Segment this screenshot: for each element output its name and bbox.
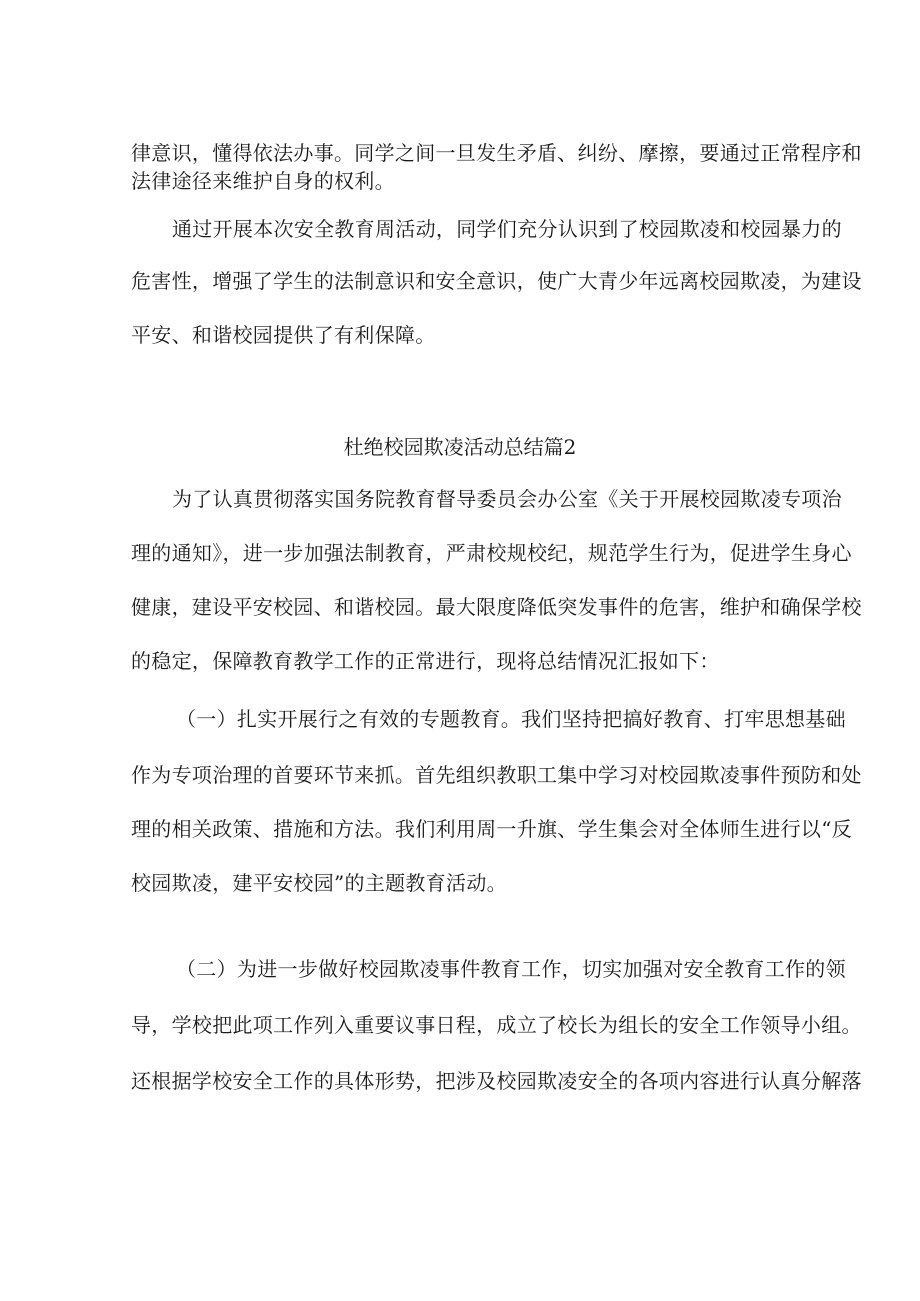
section-paragraph-2-line-3: 理的相关政策、措施和方法。我们利用周一升旗、学生集会对全体师生进行以“反 [131,817,853,841]
section-paragraph-3-line-3: 还根据学校安全工作的具体形势，把涉及校园欺凌安全的各项内容进行认真分解落 [131,1069,862,1093]
section-paragraph-2-line-1: （一）扎实开展行之有效的专题教育。我们坚持把搞好教育、打牢思想基础 [176,707,846,731]
section-paragraph-1-line-3: 健康，建设平安校园、和谐校园。最大限度降低突发事件的危害，维护和确保学校 [131,595,862,619]
section-paragraph-1-line-2: 理的通知》，进一步加强法制教育，严肃校规校纪，规范学生行为，促进学生身心 [131,541,852,565]
section-paragraph-3-line-1: （二）为进一步做好校园欺凌事件教育工作，切实加强对安全教育工作的领 [176,957,846,981]
section-paragraph-2-line-2: 作为专项治理的首要环节来抓。首先组织教职工集中学习对校园欺凌事件预防和处 [131,763,862,787]
paragraph-1-line-2: 法律途径来维护自身的权利。 [131,169,395,193]
paragraph-1-line-1: 律意识，懂得依法办事。同学之间一旦发生矛盾、纠纷、摩擦，要通过正常程序和 [131,141,862,165]
section-paragraph-1-line-4: 的稳定，保障教育教学工作的正常进行，现将总结情况汇报如下： [131,649,720,673]
section-paragraph-1-line-1: 为了认真贯彻落实国务院教育督导委员会办公室《关于开展校园欺凌专项治 [172,487,842,511]
section-paragraph-3-line-2: 导，学校把此项工作列入重要议事日程，成立了校长为组长的安全工作领导小组。 [131,1013,862,1037]
section-paragraph-2-line-4: 校园欺凌，建平安校园”的主题教育活动。 [131,871,507,895]
paragraph-2-line-1: 通过开展本次安全教育周活动，同学们充分认识到了校园欺凌和校园暴力的 [172,217,842,241]
paragraph-2-line-2: 危害性，增强了学生的法制意识和安全意识，使广大青少年远离校园欺凌，为建设 [131,269,862,293]
section-title: 杜绝校园欺凌活动总结篇2 [343,435,577,459]
paragraph-2-line-3: 平安、和谐校园提供了有利保障。 [131,323,436,347]
